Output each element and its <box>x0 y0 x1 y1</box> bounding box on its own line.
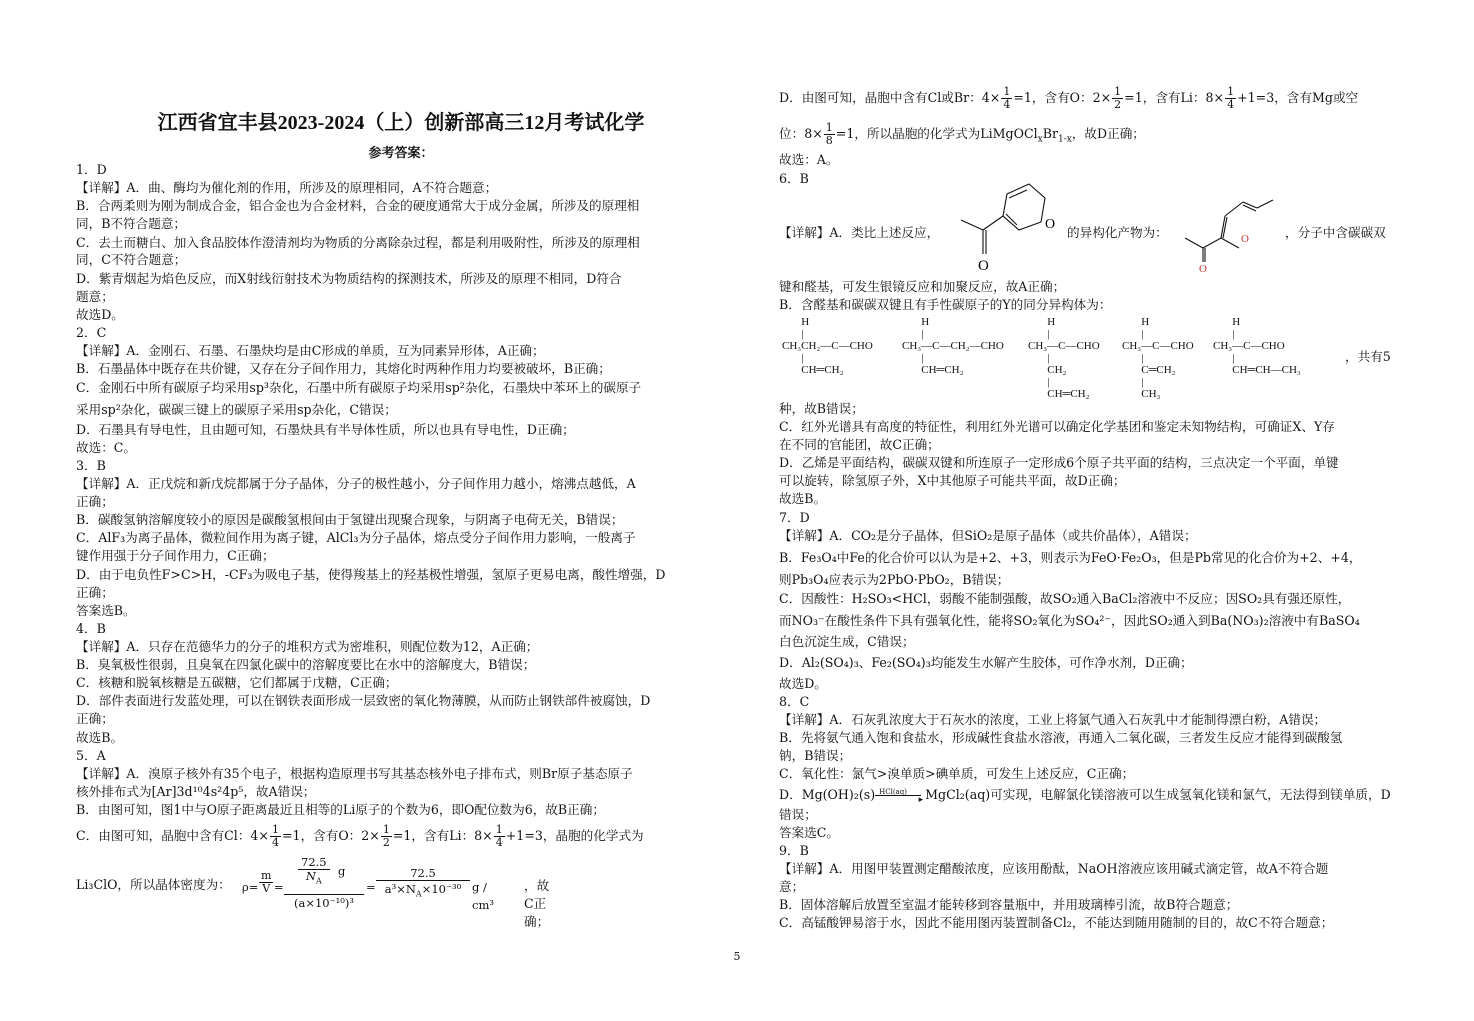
answer-line: 答案选B。 <box>76 603 136 618</box>
fraction <box>381 824 392 849</box>
text-segment: C．由图可知，晶胞中含有Cl：4× <box>76 828 269 843</box>
numerator: 1 <box>382 823 390 836</box>
answer-line: 白色沉淀生成，C错误； <box>779 634 915 649</box>
answer-line: Li₃ClO，所以晶体密度为： <box>76 877 231 892</box>
answer-line: B．固体溶解后放置至室温才能转移到容量瓶中，并用玻璃棒引流，故B符合题意； <box>779 897 1239 912</box>
text-segment: D．Mg(OH)₂(s) <box>779 787 876 802</box>
answer-line: C．红外光谱具有高度的特征性，利用红外光谱可以确定化学基团和鉴定未知物结构，可确证X、Y存 <box>779 419 1335 434</box>
denominator: 4 <box>272 836 279 849</box>
answer-line: D．Al₂(SO₄)₃、Fe₂(SO₄)₃均能发生水解产生胶体，可作净水剂，D正确； <box>779 655 1193 670</box>
numerator: m <box>261 869 272 882</box>
answer-line: B．含醛基和碳碳双键且有手性碳原子的Y的同分异构体为： <box>779 297 1112 312</box>
answer-line: B．先将氨气通入饱和食盐水，形成碱性食盐水溶液，再通入二氧化碳，三者发生反应才能得到碳酸氢 <box>779 730 1343 745</box>
denominator: 4 <box>495 836 503 849</box>
denominator: 2 <box>1114 98 1122 111</box>
denominator: (a×10⁻¹⁰)³ <box>284 894 364 911</box>
answer-line: 而NO₃⁻在酸性条件下具有强氧化性，能将SO₂氧化为SO₄²⁻，因此SO₂通入到Ba(NO₃)₂溶液中有BaSO₄ <box>779 613 1360 628</box>
answer-line: 【详解】A．溴原子核外有35个电子，根据构造原理书写其基态核外电子排布式，则Br原子基态原子 <box>76 766 633 781</box>
numerator: 72.5 <box>376 866 470 881</box>
na-subscript: A <box>315 876 322 886</box>
fraction-main <box>284 856 364 911</box>
answer-line: 4．B <box>76 621 106 636</box>
na-symbol: N <box>305 869 316 883</box>
answer-line: 种，故B错误； <box>779 401 864 416</box>
answer-line: 正确； <box>76 494 114 509</box>
isomer-structure-3: H | CH₃—C—CHO | CH₂ | CH═CH₂ <box>1028 316 1100 400</box>
answer-line: 可以旋转，除氢原子外，X中其他原子可能共平面，故D正确； <box>779 473 1126 488</box>
answer-line: 钠，B错误； <box>779 748 852 763</box>
numerator: 72.5 <box>298 856 330 870</box>
answer-line: C．核糖和脱氧核糖是五碳糖，它们都属于戊糖，C正确； <box>76 675 398 690</box>
fraction <box>270 824 281 849</box>
unit-label: g / cm³ <box>472 880 494 912</box>
answer-line: B．石墨晶体中既存在共价键，又存在分子间作用力，其熔化时两种作用力均要被破坏，B正确； <box>76 361 611 376</box>
answer-line: 故选D。 <box>76 307 124 322</box>
unit-g: g <box>338 864 346 878</box>
rho-label: ρ= <box>242 880 259 894</box>
answer-line: 9．B <box>779 843 809 858</box>
answer-line: 故选：A。 <box>779 152 839 167</box>
text-segment: +1=3，晶胞的化学式为 <box>505 828 644 843</box>
numerator: 1 <box>495 823 503 836</box>
answer-line: 【详解】A．CO₂是分子晶体，但SiO₂是原子晶体（或共价晶体），A错误； <box>779 528 1197 543</box>
answer-line: D．石墨具有导电性，且由题可知，石墨炔具有半导体性质，所以也具有导电性，D正确； <box>76 422 575 437</box>
answer-line: 故选：C。 <box>76 440 137 455</box>
answer-line-fraction <box>779 122 1145 149</box>
text-segment: +1=3，含有Mg或空 <box>1237 90 1359 105</box>
text-segment: D．由图可知，晶胞中含有Cl或Br：4× <box>779 90 1001 105</box>
answer-line-fraction <box>779 86 1358 111</box>
answer-line: 【详解】A．类比上述反应， <box>779 225 940 240</box>
fraction <box>494 824 505 849</box>
pyran-ketone-structure <box>957 182 1067 274</box>
fraction <box>1001 86 1012 111</box>
text-segment: ，故D正确； <box>1071 126 1145 141</box>
denominator: 4 <box>1003 98 1011 111</box>
numerator: 1 <box>1114 85 1122 98</box>
answer-line: 【详解】A．金刚石、石墨、石墨炔均是由C形成的单质，互为同素异形体，A正确； <box>76 343 545 358</box>
o-label: O <box>978 258 989 274</box>
answer-line: ，分子中含碳碳双 <box>1285 225 1386 240</box>
answer-line: 1．D <box>76 162 107 177</box>
denominator-part: a³×N <box>384 882 416 896</box>
text-segment: =1，含有O：2× <box>282 828 380 843</box>
answer-line: D．由于电负性F>C>H，-CF₃为吸电子基，使得羧基上的羟基极性增强，氢原子更易电离，酸性增强，D <box>76 567 666 582</box>
fraction <box>824 122 835 147</box>
answer-line-reaction <box>779 786 1391 804</box>
answer-line: D．乙烯是平面结构，碳碳双键和所连原子一定形成6个原子共平面的结构，三点决定一个平面，单键 <box>779 455 1339 470</box>
subscript: x <box>1037 134 1043 145</box>
answer-line: 采用sp²杂化，碳碳三键上的碳原子采用sp杂化，C错误； <box>76 402 397 417</box>
text-segment: =1，含有Li：8× <box>1124 90 1225 105</box>
arrow-condition: HCl(aq) <box>879 787 907 796</box>
answer-line: B．Fe₃O₄中Fe的化合价可以认为是+2、+3，则表示为FeO·Fe₂O₃，但是Pb常见的化合价为+2、+4， <box>779 550 1362 565</box>
o-label-red: O <box>1241 233 1249 245</box>
answer-line: B．合两柔则为刚为制成合金，铝合金也为合金材料，合金的硬度通常大于成分金属，所涉及的原理相 <box>76 198 640 213</box>
answer-line: 【详解】A．用图甲装置测定醋酸浓度，应该用酚酞，NaOH溶液应该用碱式滴定管，故A不符合题 <box>779 861 1329 876</box>
text-segment: 位：8× <box>779 126 823 141</box>
answer-line: B．臭氧极性很弱，且臭氧在四氯化碳中的溶解度要比在水中的溶解度大，B错误； <box>76 657 536 672</box>
answer-line: 答案选C。 <box>779 825 840 840</box>
answer-line: C．AlF₃为离子晶体，微粒间作用为离子键，AlCl₃为分子晶体，熔点受分子间作用力影响，一般离子 <box>76 530 636 545</box>
isomer-structure-1: H | CH₃CH₂—C—CHO | CH═CH₂ <box>782 316 873 376</box>
inner-fraction <box>298 856 330 887</box>
fraction-second <box>376 866 470 902</box>
isomer-structure-4: H | CH₃—C—CHO | C═CH₂ | CH₃ <box>1122 316 1194 400</box>
answer-line: C．高锰酸钾易溶于水，因此不能用图丙装置制备Cl₂，不能达到随用随制的目的，故C不符合题意； <box>779 915 1334 930</box>
text-segment: =1，所以晶胞的化学式为LiMgOCl <box>835 126 1038 141</box>
answer-line: 8．C <box>779 694 810 709</box>
answer-line: 【详解】A．石灰乳浓度大于石灰水的浓度，工业上将氯气通入石灰乳中才能制得漂白粉，A错误； <box>779 712 1327 727</box>
answer-line: 故选B。 <box>76 730 124 745</box>
numerator: 1 <box>272 823 279 836</box>
numerator: 1 <box>825 121 833 134</box>
answer-line: C．金刚石中所有碳原子均采用sp³杂化，石墨中所有碳原子均采用sp²杂化，石墨炔中苯环上的碳原子 <box>76 380 642 395</box>
answer-line: 题意； <box>76 289 114 304</box>
answer-line: 正确； <box>76 711 114 726</box>
denominator: 4 <box>1227 98 1235 111</box>
answer-line: 键和醛基，可发生银镜反应和加聚反应，故A正确； <box>779 279 1066 294</box>
na-subscript: A <box>415 889 422 899</box>
denominator: V <box>262 882 271 895</box>
equals-sign: = <box>366 880 376 894</box>
answer-line: 意； <box>779 879 805 894</box>
text-segment: Br <box>1042 126 1058 141</box>
answer-line: 【详解】A．正戊烷和新戊烷都属于分子晶体，分子的极性越小，分子间作用力越小，熔沸点越低，A <box>76 476 636 491</box>
isomer-structure-5: H | CH₃—C—CHO | CH═CH—CH₃ <box>1213 316 1301 376</box>
answer-line-fraction <box>76 824 644 849</box>
answer-key-heading: 参考答案： <box>368 146 434 161</box>
denominator: 8 <box>825 134 833 147</box>
answer-line: C．氧化性：氯气>溴单质>碘单质，可发生上述反应，C正确； <box>779 766 1135 781</box>
subscript: 1-x <box>1057 134 1072 145</box>
text-segment: MgCl₂(aq)可实现，电解氯化镁溶液可以生成氢氧化镁和氯气，无法得到镁单质，D <box>925 787 1391 802</box>
isomer-structure-2: H | CH₃—C—CH₂—CHO | CH═CH₂ <box>902 316 1004 376</box>
answer-line: B．由图可知，图1中与O原子距离最近且相等的Li原子的个数为6，即O配位数为6，故B正确； <box>76 802 605 817</box>
answer-line: 在不同的官能团，故C正确； <box>779 437 940 452</box>
denominator: 2 <box>382 836 390 849</box>
answer-line: B．碳酸氢钠溶解度较小的原因是碳酸氢根间由于氢键出现聚合现象，与阴离子电荷无关，B错误； <box>76 512 624 527</box>
text-segment: =1，含有O：2× <box>1013 90 1112 105</box>
fraction <box>1225 86 1236 111</box>
answer-line: 故选B。 <box>779 491 827 506</box>
answer-line: 则Pb₃O₄应表示为2PbO·PbO₂，B错误； <box>779 572 1010 587</box>
denominator-part: ×10⁻³⁰ <box>421 882 462 896</box>
answer-line: 同，C不符合题意； <box>76 252 187 267</box>
equals-sign: = <box>274 880 284 894</box>
answer-line: 错误； <box>779 807 817 822</box>
answer-line: 正确； <box>76 585 114 600</box>
text-segment: =1，含有Li：8× <box>392 828 493 843</box>
m-over-v <box>259 870 273 895</box>
page-number: 5 <box>733 950 741 963</box>
o-label-red: O <box>1199 263 1207 275</box>
text-segment: ，故C正确； <box>524 878 550 929</box>
fraction <box>1112 86 1123 111</box>
answer-line: D．紫青烟起为焰色反应，而X射线衍射技术为物质结构的探测技术，所涉及的原理不相同，D符合 <box>76 271 622 286</box>
answer-line: 【详解】A．曲、酶均为催化剂的作用，所涉及的原理相同，A不符合题意； <box>76 180 498 195</box>
isomer-product-structure <box>1179 190 1279 276</box>
reaction-arrow: HCl(aq) ▸ <box>875 789 925 803</box>
answer-line: 同，B不符合题意； <box>76 216 187 231</box>
answer-line: 7．D <box>779 510 810 525</box>
numerator: 1 <box>1227 85 1235 98</box>
answer-line: 3．B <box>76 458 106 473</box>
answer-line: 5．A <box>76 748 106 763</box>
answer-line: 2．C <box>76 325 107 340</box>
answer-line: 键作用强于分子间作用力，C正确； <box>76 548 275 563</box>
answer-line: 【详解】A．只存在范德华力的分子的堆积方式为密堆积，则配位数为12，A正确； <box>76 639 539 654</box>
answer-line: 的异构化产物为： <box>1067 225 1168 240</box>
o-label: O <box>1045 217 1056 232</box>
numerator: 1 <box>1003 85 1011 98</box>
page-title: 江西省宜丰县2023-2024（上）创新部高三12月考试化学 <box>157 112 645 134</box>
answer-line: C．去土而糖白、加入食品胶体作澄清剂均为物质的分离除杂过程，都是利用吸附性，所涉及的原理相 <box>76 235 640 250</box>
answer-line: 6．B <box>779 171 809 186</box>
answer-line: 故选D。 <box>779 676 827 691</box>
answer-line: C．因酸性：H₂SO₃<HCl，弱酸不能制强酸，故SO₂通入BaCl₂溶液中不反应；因SO₂具有强还原性， <box>779 591 1351 606</box>
answer-line: 核外排布式为[Ar]3d¹⁰4s²4p⁵，故A错误； <box>76 784 316 799</box>
answer-line: ，共有5 <box>1345 349 1391 364</box>
answer-line: D．部件表面进行发蓝处理，可以在钢铁表面形成一层致密的氧化物薄膜，从而防止钢铁部件被腐蚀，D <box>76 693 651 708</box>
